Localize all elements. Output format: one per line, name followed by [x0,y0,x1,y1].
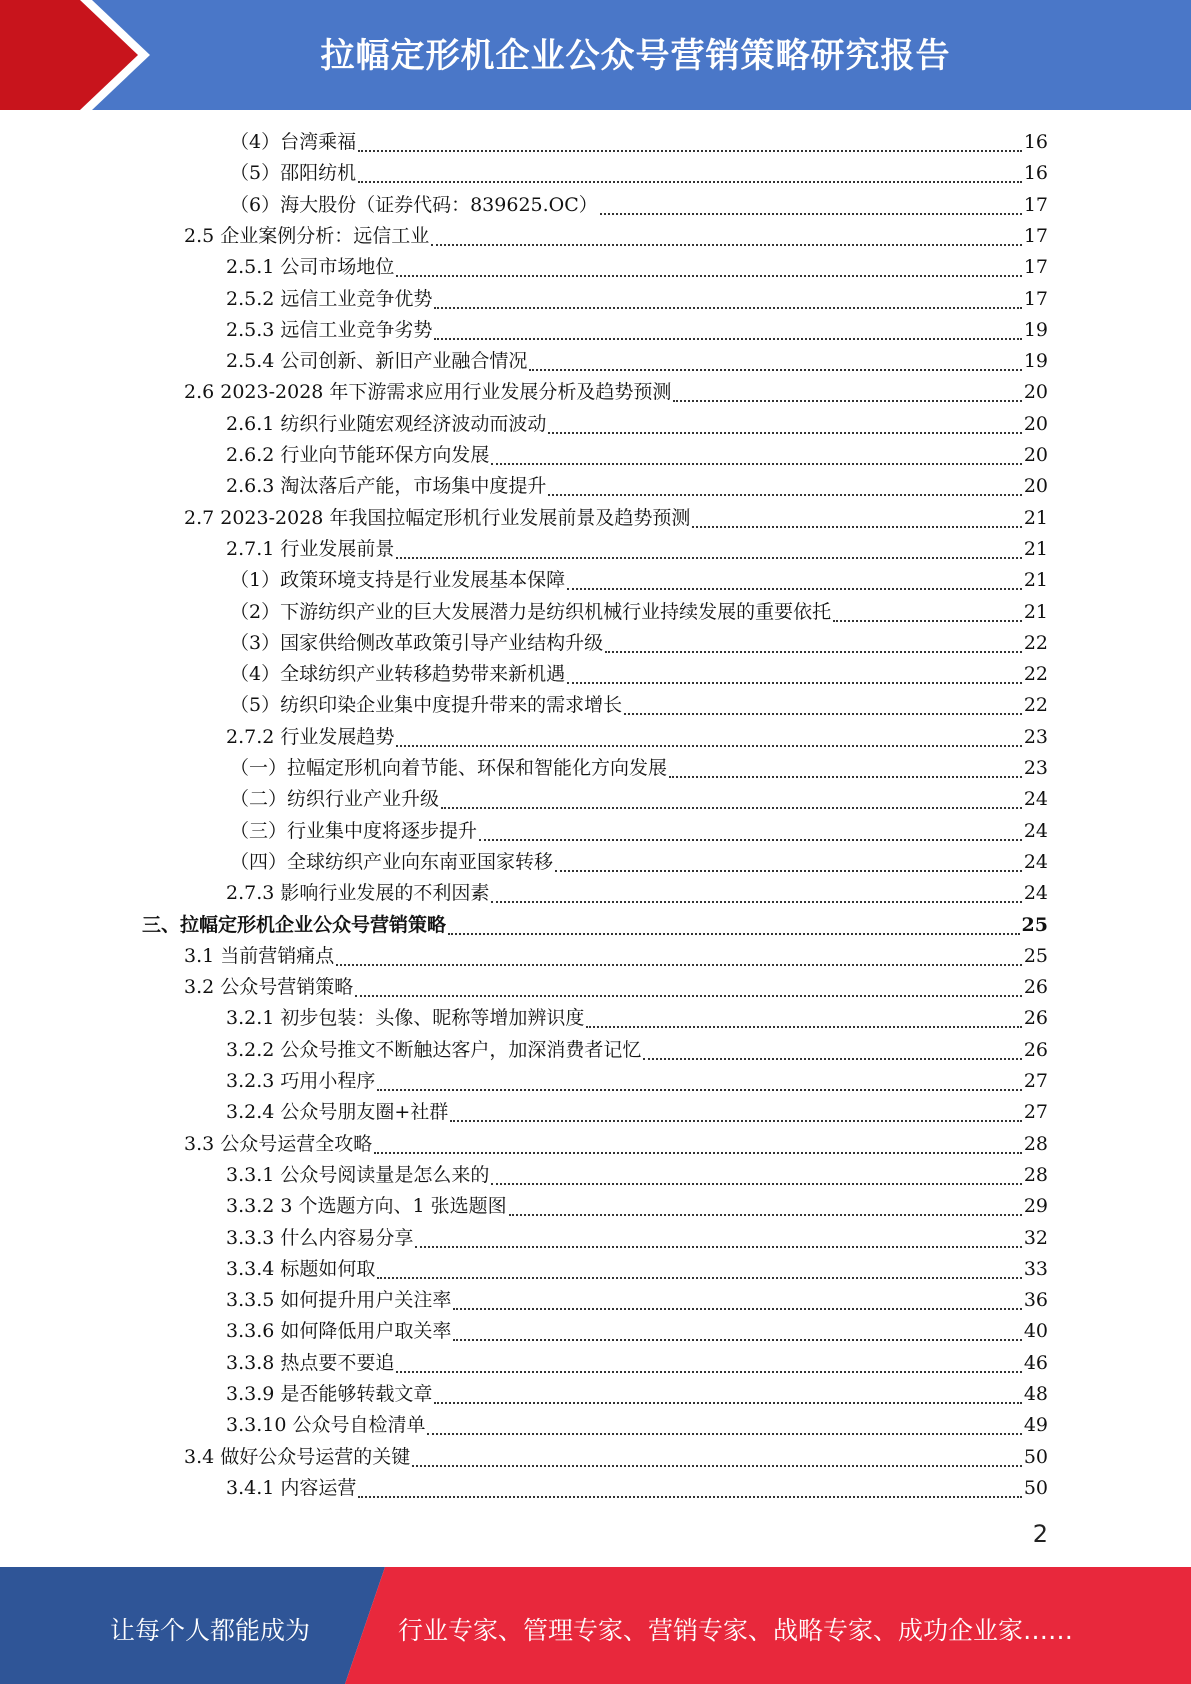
toc-entry-page: 27 [1023,1070,1048,1092]
toc-entry[interactable] [226,1003,1048,1034]
toc-entry[interactable] [230,816,1048,847]
toc-entry[interactable] [226,1066,1048,1097]
toc-entry-title: 3.3.10 公众号自检清单 [226,1414,426,1436]
toc-entry[interactable] [226,1316,1048,1347]
toc-entry-page: 19 [1023,319,1048,341]
toc-entry-title: 2.5.2 远信工业竞争优势 [226,288,433,310]
toc-entry-page: 17 [1023,194,1048,216]
toc-entry-page: 28 [1023,1164,1048,1186]
report-header [0,0,1191,110]
toc-entry-page: 28 [1023,1133,1048,1155]
toc-entry-title: 3.2.1 初步包装：头像、昵称等增加辨识度 [226,1007,585,1029]
toc-dot-leader [453,1308,1021,1310]
toc-entry-title: 2.6.3 淘汰落后产能，市场集中度提升 [226,475,547,497]
toc-entry-title: 2.5.4 公司创新、新旧产业融合情况 [226,350,528,372]
toc-entry-page: 20 [1023,413,1048,435]
toc-entry-page: 19 [1023,350,1048,372]
toc-entry-title: （3）国家供给侧改革政策引导产业结构升级 [230,632,604,654]
toc-dot-leader [567,588,1022,590]
toc-dot-leader [529,369,1021,371]
toc-dot-leader [396,1371,1021,1373]
toc-entry[interactable] [226,346,1048,377]
toc-entry[interactable] [226,1254,1048,1285]
toc-entry-title: 3.3.9 是否能够转载文章 [226,1383,433,1405]
toc-dot-leader [374,1152,1022,1154]
toc-dot-leader [355,995,1022,997]
toc-entry[interactable] [226,1035,1048,1066]
toc-dot-leader [431,244,1022,246]
toc-entry-page: 24 [1023,851,1048,873]
toc-entry-title: 2.6.2 行业向节能环保方向发展 [226,444,490,466]
toc-entry-title: 2.7 2023-2028 年我国拉幅定形机行业发展前景及趋势预测 [184,507,691,529]
toc-entry-page: 21 [1023,569,1048,591]
toc-dot-leader [548,494,1021,496]
toc-entry-title: 2.5.3 远信工业竞争劣势 [226,319,433,341]
toc-dot-leader [412,1465,1022,1467]
toc-entry[interactable] [226,315,1048,346]
toc-entry-title: 3.3 公众号运营全攻略 [184,1133,373,1155]
toc-entry[interactable] [226,471,1048,502]
toc-dot-leader [358,1496,1021,1498]
footer-slogan-left: 让每个人都能成为 [109,1616,310,1645]
page-number: 2 [1032,1520,1048,1548]
toc-entry[interactable] [230,659,1048,690]
toc-entry-page: 32 [1023,1227,1048,1249]
toc-dot-leader [605,651,1022,653]
toc-entry-page: 25 [1021,914,1048,936]
toc-dot-leader [491,1183,1021,1185]
toc-entry[interactable] [142,910,1048,941]
toc-entry-title: （5）纺织印染企业集中度提升带来的需求增长 [230,694,623,716]
toc-entry-page: 33 [1023,1258,1048,1280]
toc-dot-leader [491,463,1021,465]
toc-entry[interactable] [184,503,1048,534]
toc-dot-leader [453,1339,1021,1341]
toc-entry-title: 3.2 公众号营销策略 [184,976,354,998]
toc-entry-title: （6）海大股份（证券代码：839625.OC） [230,194,598,216]
toc-entry-title: 2.7.2 行业发展趋势 [226,726,395,748]
toc-dot-leader [434,1402,1021,1404]
toc-dot-leader [600,213,1022,215]
toc-entry-page: 49 [1023,1414,1048,1436]
toc-entry-title: （一）拉幅定形机向着节能、环保和智能化方向发展 [230,757,668,779]
toc-dot-leader [548,432,1021,434]
toc-entry-page: 22 [1023,632,1048,654]
toc-entry-title: 3.2.4 公众号朋友圈+社群 [226,1101,449,1123]
toc-entry[interactable] [226,252,1048,283]
toc-dot-leader [555,870,1022,872]
toc-dot-leader [336,964,1022,966]
toc-dot-leader [415,1246,1021,1248]
toc-dot-leader [833,620,1022,622]
toc-entry-title: 2.7.3 影响行业发展的不利因素 [226,882,490,904]
toc-dot-leader [377,1277,1021,1279]
toc-entry[interactable] [184,377,1048,408]
toc-entry[interactable] [226,1191,1048,1222]
toc-dot-leader [434,338,1021,340]
toc-dot-leader [692,526,1021,528]
toc-entry[interactable] [230,628,1048,659]
toc-entry-page: 26 [1023,1007,1048,1029]
toc-dot-leader [377,1089,1021,1091]
toc-entry[interactable] [230,190,1048,221]
toc-entry[interactable] [226,1223,1048,1254]
toc-dot-leader [669,776,1022,778]
toc-entry[interactable] [226,440,1048,471]
toc-entry[interactable] [184,972,1048,1003]
toc-dot-leader [358,150,1022,152]
toc-dot-leader [427,1433,1021,1435]
toc-entry-title: （4）全球纺织产业转移趋势带来新机遇 [230,663,566,685]
toc-entry[interactable] [226,722,1048,753]
toc-dot-leader [673,400,1021,402]
toc-entry-page: 40 [1023,1320,1048,1342]
toc-entry-title: 3.3.4 标题如何取 [226,1258,376,1280]
footer-slogan-right: 行业专家、管理专家、营销专家、战略专家、成功企业家…… [398,1616,1074,1645]
toc-entry-title: 3.3.3 什么内容易分享 [226,1227,414,1249]
toc-entry[interactable] [226,284,1048,315]
toc-entry-page: 29 [1023,1195,1048,1217]
toc-dot-leader [586,1026,1021,1028]
toc-dot-leader [396,745,1021,747]
toc-entry-page: 26 [1023,1039,1048,1061]
toc-dot-leader [479,839,1022,841]
toc-entry[interactable] [230,158,1048,189]
toc-dot-leader [491,901,1021,903]
toc-entry-title: 3.3.8 热点要不要追 [226,1352,395,1374]
toc-dot-leader [434,307,1021,309]
toc-entry-page: 25 [1023,945,1048,967]
toc-entry-title: （四）全球纺织产业向东南亚国家转移 [230,851,554,873]
toc-entry[interactable] [230,690,1048,721]
toc-entry[interactable] [230,565,1048,596]
toc-entry[interactable] [184,1129,1048,1160]
toc-entry-title: 3.3.6 如何降低用户取关率 [226,1320,452,1342]
toc-entry[interactable] [226,1473,1048,1504]
toc-entry-page: 21 [1023,507,1048,529]
toc-dot-leader [624,713,1022,715]
toc-entry-page: 23 [1023,757,1048,779]
toc-dot-leader [448,933,1020,935]
toc-entry-page: 17 [1023,225,1048,247]
toc-entry-title: 2.5.1 公司市场地位 [226,256,395,278]
toc-entry-page: 27 [1023,1101,1048,1123]
toc-entry-page: 36 [1023,1289,1048,1311]
toc-entry[interactable] [226,1097,1048,1128]
toc-entry-page: 23 [1023,726,1048,748]
toc-entry[interactable] [226,1285,1048,1316]
toc-entry-page: 24 [1023,820,1048,842]
toc-entry-title: 2.5 企业案例分析：远信工业 [184,225,430,247]
toc-dot-leader [441,807,1022,809]
toc-entry[interactable] [230,753,1048,784]
toc-entry[interactable] [230,597,1048,628]
toc-entry[interactable] [226,878,1048,909]
toc-entry[interactable] [230,127,1048,158]
toc-entry-page: 50 [1023,1446,1048,1468]
toc-entry-page: 22 [1023,694,1048,716]
toc-entry-title: 三、拉幅定形机企业公众号营销策略 [142,914,447,936]
toc-entry-title: （5）邵阳纺机 [230,162,357,184]
toc-entry[interactable] [226,409,1048,440]
toc-entry-title: 3.1 当前营销痛点 [184,945,335,967]
toc-entry-page: 16 [1023,162,1048,184]
toc-entry-page: 21 [1023,538,1048,560]
toc-entry-page: 24 [1023,882,1048,904]
toc-dot-leader [567,682,1022,684]
toc-entry-title: 3.4.1 内容运营 [226,1477,357,1499]
toc-entry[interactable] [226,1160,1048,1191]
toc-entry-page: 24 [1023,788,1048,810]
toc-entry-title: （1）政策环境支持是行业发展基本保障 [230,569,566,591]
toc-entry-title: 2.6.1 纺织行业随宏观经济波动而波动 [226,413,547,435]
toc-entry-title: （二）纺织行业产业升级 [230,788,440,810]
toc-entry[interactable] [230,784,1048,815]
toc-entry[interactable] [226,534,1048,565]
toc-entry-title: 3.2.3 巧用小程序 [226,1070,376,1092]
toc-entry-page: 26 [1023,976,1048,998]
report-title: 拉幅定形机企业公众号营销策略研究报告 [320,36,951,76]
toc-entry[interactable] [226,1348,1048,1379]
toc-entry[interactable] [184,221,1048,252]
toc-entry-title: 2.6 2023-2028 年下游需求应用行业发展分析及趋势预测 [184,381,672,403]
toc-entry-page: 22 [1023,663,1048,685]
toc-entry-title: 3.2.2 公众号推文不断触达客户，加深消费者记忆 [226,1039,642,1061]
toc-entry-page: 48 [1023,1383,1048,1405]
toc-entry[interactable] [184,941,1048,972]
toc-entry[interactable] [230,847,1048,878]
toc-entry-title: （2）下游纺织产业的巨大发展潜力是纺织机械行业持续发展的重要依托 [230,601,832,623]
toc-dot-leader [450,1120,1022,1122]
toc-entry-page: 21 [1023,601,1048,623]
toc-entry[interactable] [226,1410,1048,1441]
toc-dot-leader [396,557,1021,559]
toc-entry[interactable] [184,1442,1048,1473]
toc-entry-title: 3.4 做好公众号运营的关键 [184,1446,411,1468]
toc-entry-title: （4）台湾乘福 [230,131,357,153]
toc-entry-page: 20 [1023,381,1048,403]
toc-entry-page: 46 [1023,1352,1048,1374]
toc-entry-page: 17 [1023,288,1048,310]
toc-entry-title: 3.3.1 公众号阅读量是怎么来的 [226,1164,490,1186]
report-footer [0,1567,1191,1684]
toc-entry[interactable] [226,1379,1048,1410]
toc-dot-leader [509,1214,1022,1216]
toc-entry-page: 50 [1023,1477,1048,1499]
toc-entry-page: 20 [1023,475,1048,497]
toc-dot-leader [396,275,1021,277]
toc-dot-leader [358,181,1022,183]
toc-entry-page: 16 [1023,131,1048,153]
toc-entry-title: （三）行业集中度将逐步提升 [230,820,478,842]
toc-entry-title: 3.3.5 如何提升用户关注率 [226,1289,452,1311]
toc-entry-page: 17 [1023,256,1048,278]
toc-entry-title: 2.7.1 行业发展前景 [226,538,395,560]
toc-entry-page: 20 [1023,444,1048,466]
toc-dot-leader [643,1058,1021,1060]
toc-entry-title: 3.3.2 3 个选题方向、1 张选题图 [226,1195,507,1217]
